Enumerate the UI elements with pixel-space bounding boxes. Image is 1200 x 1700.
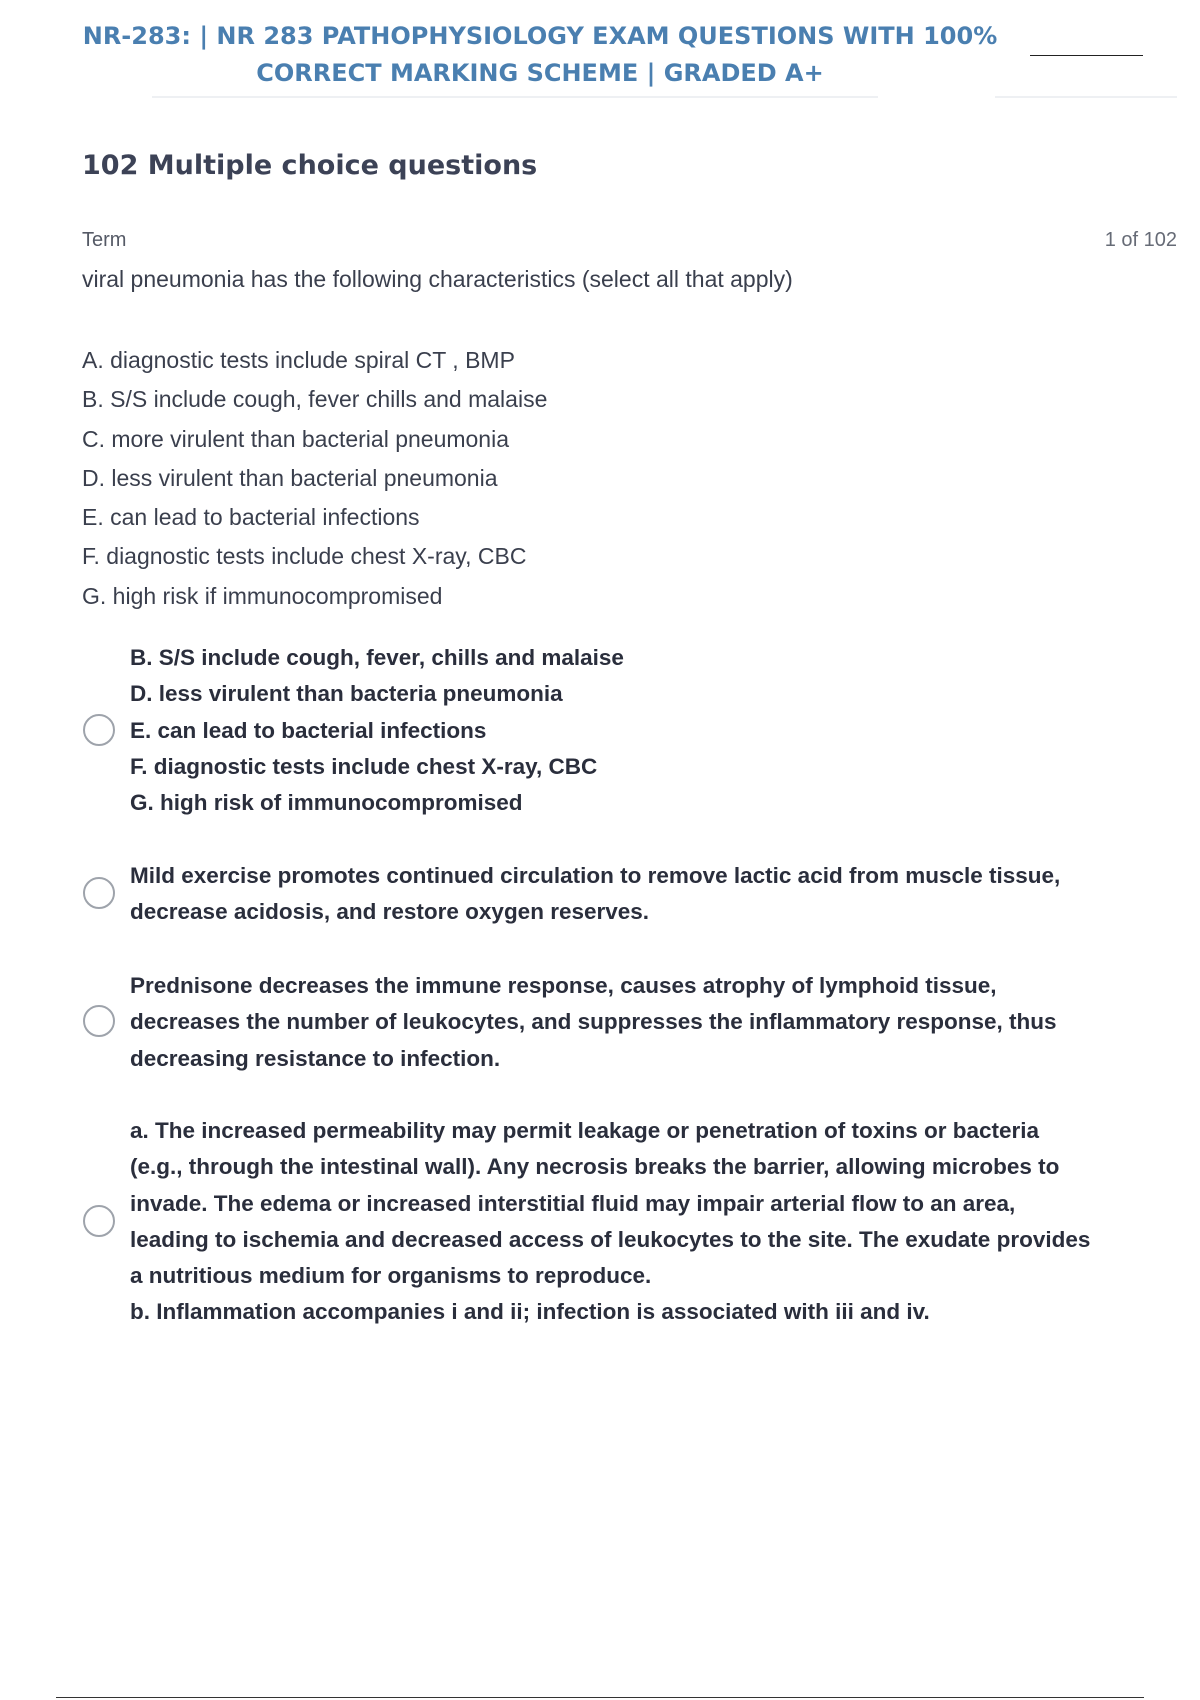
question-counter: 1 of 102 bbox=[1104, 229, 1177, 251]
answer-choice-line: invade. The edema or increased interstitial fluid may impair arterial flow to an area, bbox=[130, 1190, 1016, 1216]
answer-choice-line: leading to ischemia and decreased access of leukocytes to the site. The exudate provides bbox=[130, 1226, 1091, 1252]
question-option: C. more virulent than bacterial pneumonia bbox=[82, 425, 510, 452]
question-options-list bbox=[82, 345, 547, 620]
answer-radio-2[interactable] bbox=[83, 877, 115, 909]
answer-radio-3[interactable] bbox=[83, 1005, 115, 1037]
question-option: D. less virulent than bacterial pneumonia bbox=[82, 464, 498, 491]
document-title-line-2: CORRECT MARKING SCHEME | GRADED A+ bbox=[256, 59, 824, 87]
answer-radio-4[interactable] bbox=[83, 1205, 115, 1237]
document-title bbox=[40, 18, 1040, 92]
answer-choice-4[interactable] bbox=[130, 1113, 1145, 1331]
answer-choice-line: a. The increased permeability may permit leakage or penetration of toxins or bacteria bbox=[130, 1118, 1040, 1143]
answer-choice-1[interactable] bbox=[130, 640, 1145, 821]
answer-choice-line: Prednisone decreases the immune response, causes atrophy of lymphoid tissue, bbox=[130, 973, 997, 998]
answer-choice-2[interactable] bbox=[130, 858, 1145, 931]
answer-choice-line: decreases the number of leukocytes, and suppresses the inflammatory response, thus bbox=[130, 1009, 1057, 1035]
question-option: F. diagnostic tests include chest X-ray, CBC bbox=[82, 543, 527, 570]
question-option: G. high risk if immunocompromised bbox=[82, 582, 443, 609]
answer-choice-line: (e.g., through the intestinal wall). Any necrosis breaks the barrier, allowing microbes to bbox=[130, 1154, 1060, 1180]
answer-choice-line: E. can lead to bacterial infections bbox=[130, 717, 487, 743]
answer-choice-line: b. Inflammation accompanies i and ii; infection is associated with iii and iv. bbox=[130, 1299, 930, 1325]
question-option: B. S/S include cough, fever chills and malaise bbox=[82, 386, 548, 413]
header-underline-right bbox=[995, 96, 1177, 98]
footer-rule bbox=[56, 1697, 1144, 1698]
header-underline bbox=[152, 96, 878, 98]
question-option: A. diagnostic tests include spiral CT , BMP bbox=[82, 347, 515, 373]
answer-choice-3[interactable] bbox=[130, 968, 1145, 1077]
question-text: viral pneumonia has the following characteristics (select all that apply) bbox=[82, 266, 793, 292]
section-title: 102 Multiple choice questions bbox=[82, 150, 538, 181]
answer-choice-line: B. S/S include cough, fever, chills and malaise bbox=[130, 645, 624, 670]
term-label: Term bbox=[82, 229, 127, 251]
answer-choice-line: D. less virulent than bacteria pneumonia bbox=[130, 681, 563, 707]
answer-radio-1[interactable] bbox=[83, 714, 115, 746]
question-option: E. can lead to bacterial infections bbox=[82, 504, 420, 531]
header-rule bbox=[1030, 55, 1143, 56]
answer-choice-line: F. diagnostic tests include chest X-ray, CBC bbox=[130, 753, 598, 779]
answer-choice-line: G. high risk of immunocompromised bbox=[130, 790, 523, 816]
document-title-line-1: NR-283: | NR 283 PATHOPHYSIOLOGY EXAM QUESTIONS WITH 100% bbox=[82, 22, 998, 50]
answer-choice-line: a nutritious medium for organisms to reproduce. bbox=[130, 1263, 652, 1289]
answer-choice-line: decrease acidosis, and restore oxygen reserves. bbox=[130, 899, 650, 925]
answer-choice-line: decreasing resistance to infection. bbox=[130, 1045, 501, 1071]
answer-choice-line: Mild exercise promotes continued circulation to remove lactic acid from muscle tissue, bbox=[130, 863, 1061, 888]
